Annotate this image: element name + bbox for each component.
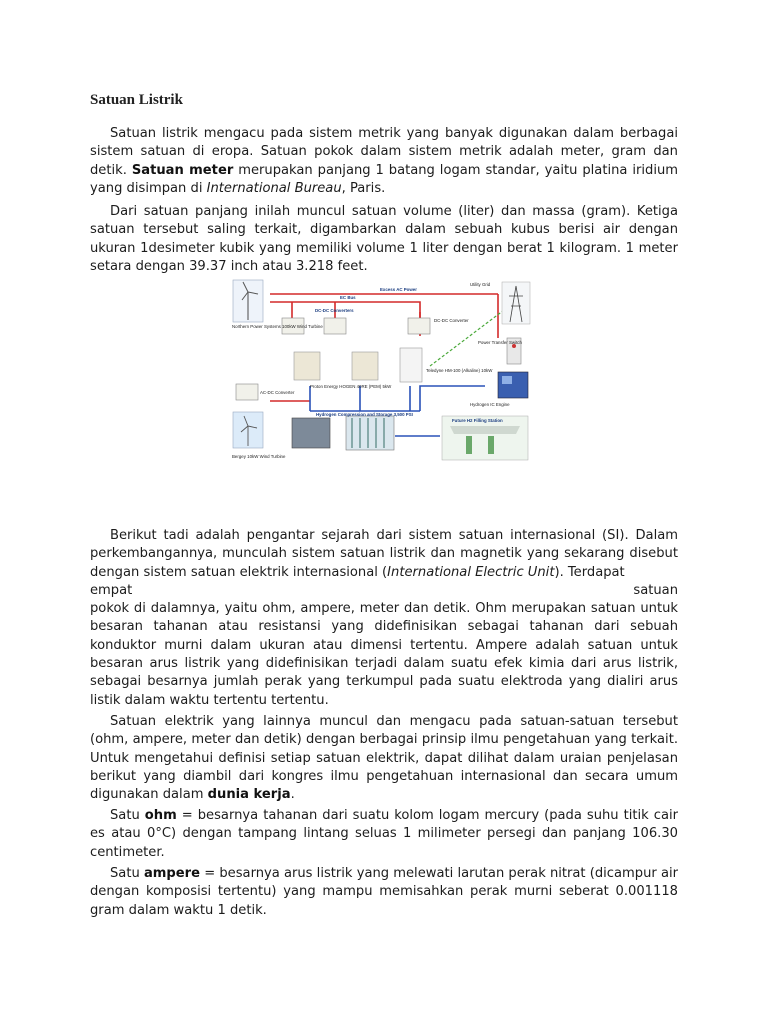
bold-term: dunia kerja: [207, 787, 291, 803]
diagram-label: Future H2 Filling Station: [452, 418, 503, 423]
paragraph-volume: [90, 203, 678, 276]
text: Satu: [110, 808, 145, 823]
diagram-label: Northern Power Systems 100kW Wind Turbine: [232, 324, 323, 329]
italic-term: International Bureau: [206, 180, 342, 196]
text: .: [290, 787, 295, 803]
paragraph-intro: [90, 125, 678, 198]
text: pokok di dalamnya, yaitu ohm, ampere, meter dan detik. Ohm merupakan satuan untuk besaran tahanan atau resistansi yang didefinisikan sebagai tahanan dari sebuah konduktor murni dalam ukuran atau dimensi tertentu. Ampere adalah satuan untuk besaran arus listrik yang didefinisikan terjadi dalam suatu efek kimia dari arus listrik, sebagai besarnya jumlah perak yang terkumpul pada suatu elektroda yang dialiri arus listik dalam waktu tertentu tertentu.: [90, 601, 678, 708]
hydrogen-engine-icon: [498, 372, 528, 398]
text: merupakan panjang 1 batang logam standar, yaitu platina iridium yang disimpan di: [90, 162, 679, 196]
diagram-label: Proton Energy HOGEN 40RE (PEM) 5kW: [310, 384, 392, 389]
text: Berikut tadi adalah pengantar sejarah dari sistem satuan internasional (SI). Dalam perkembangannya, munculah sistem satuan listrik dan magnetik yang sekarang disebut dengan sistem satuan elektrik internasional (: [90, 528, 678, 580]
ac-dc-converter-icon: [236, 384, 258, 400]
bold-term: ohm: [144, 808, 177, 823]
paragraph-ohm: [90, 807, 678, 862]
wind-turbine-small-icon: [233, 412, 263, 448]
page-title: Satuan Listrik: [90, 92, 183, 108]
text: Satuan elektrik yang lainnya muncul dan mengacu pada satuan-satuan tersebut (ohm, ampere, meter dan detik) dengan berbagai prinsip ilmu pengetahuan yang terkait. Untuk mengetahui definisi setiap satuan elektrik, dapat dilihat dalam uraian penjelasan berikut yang diambil dari kongres ilmu pengetahuan internasional dan secara umum digunakan dalam: [90, 714, 678, 803]
paragraph-units: [90, 713, 678, 804]
diagram-label: EC Bus: [340, 295, 356, 300]
italic-term: International Electric Unit: [387, 564, 555, 580]
justified-line: [90, 582, 678, 600]
text: Satu: [110, 866, 144, 881]
text: = besarnya tahanan dari suatu kolom logam mercury (pada suhu titik cair es atau 0°C) dengan tampang lintang seluas 1 milimeter persegi dan panjang 106.30 centimeter.: [90, 808, 678, 860]
text: , Paris.: [341, 180, 386, 196]
energy-system-diagram: [230, 276, 532, 472]
text: Dari satuan panjang inilah muncul satuan volume (liter) dan massa (gram). Ketiga satuan tersebut saling terkait, digambarkan dalam sebuah kubus berisi air dengan ukuran 1desimeter kubik yang memiliki volume 1 liter dengan berat 1 kilogram. 1 meter setara dengan 39.37 inch atau 3.218 feet.: [90, 204, 678, 274]
diagram-label: Utility Grid: [470, 282, 491, 287]
text: Satuan listrik mengacu pada sistem metrik yang banyak digunakan dalam berbagai sistem satuan di eropa. Satuan pokok dalam sistem metrik adalah meter, gram dan detik.: [90, 126, 678, 178]
utility-pylon-icon: [502, 282, 530, 324]
diagram-label: Hydrogen Compression and Storage 3,500 PSI: [316, 412, 413, 417]
diagram-label: Excess AC Power: [380, 287, 417, 292]
paragraph-si: [90, 527, 678, 710]
diagram-label: AC-DC Converter: [260, 390, 295, 395]
diagram-label: Power Transfer Switch: [478, 340, 522, 345]
wind-turbine-large-icon: [233, 280, 263, 322]
diagram-label: Bergey 10kW Wind Turbine: [232, 454, 286, 459]
bold-term: Satuan meter: [131, 162, 234, 178]
paragraph-ampere: [90, 865, 678, 920]
electrolyzer-icon: [294, 348, 422, 382]
bold-term: ampere: [143, 866, 201, 881]
text: ). Terdapat: [554, 564, 625, 580]
diagram-label: DC-DC Converter: [434, 318, 469, 323]
diagram-label: Hydrogen IC Engine: [470, 402, 510, 407]
text: = besarnya arus listrik yang melewati larutan perak nitrat (dicampur air dengan komposisi tertentu) yang mampu memisahkan perak murni seberat 0.001118 gram dalam waktu 1 detik.: [90, 866, 678, 918]
diagram-label: Teledyne HM-100 (Alkaline) 10kW: [426, 368, 493, 373]
word: empat: [90, 582, 133, 598]
word: satuan: [633, 582, 678, 598]
diagram-label: DC-DC Converters: [315, 308, 354, 313]
